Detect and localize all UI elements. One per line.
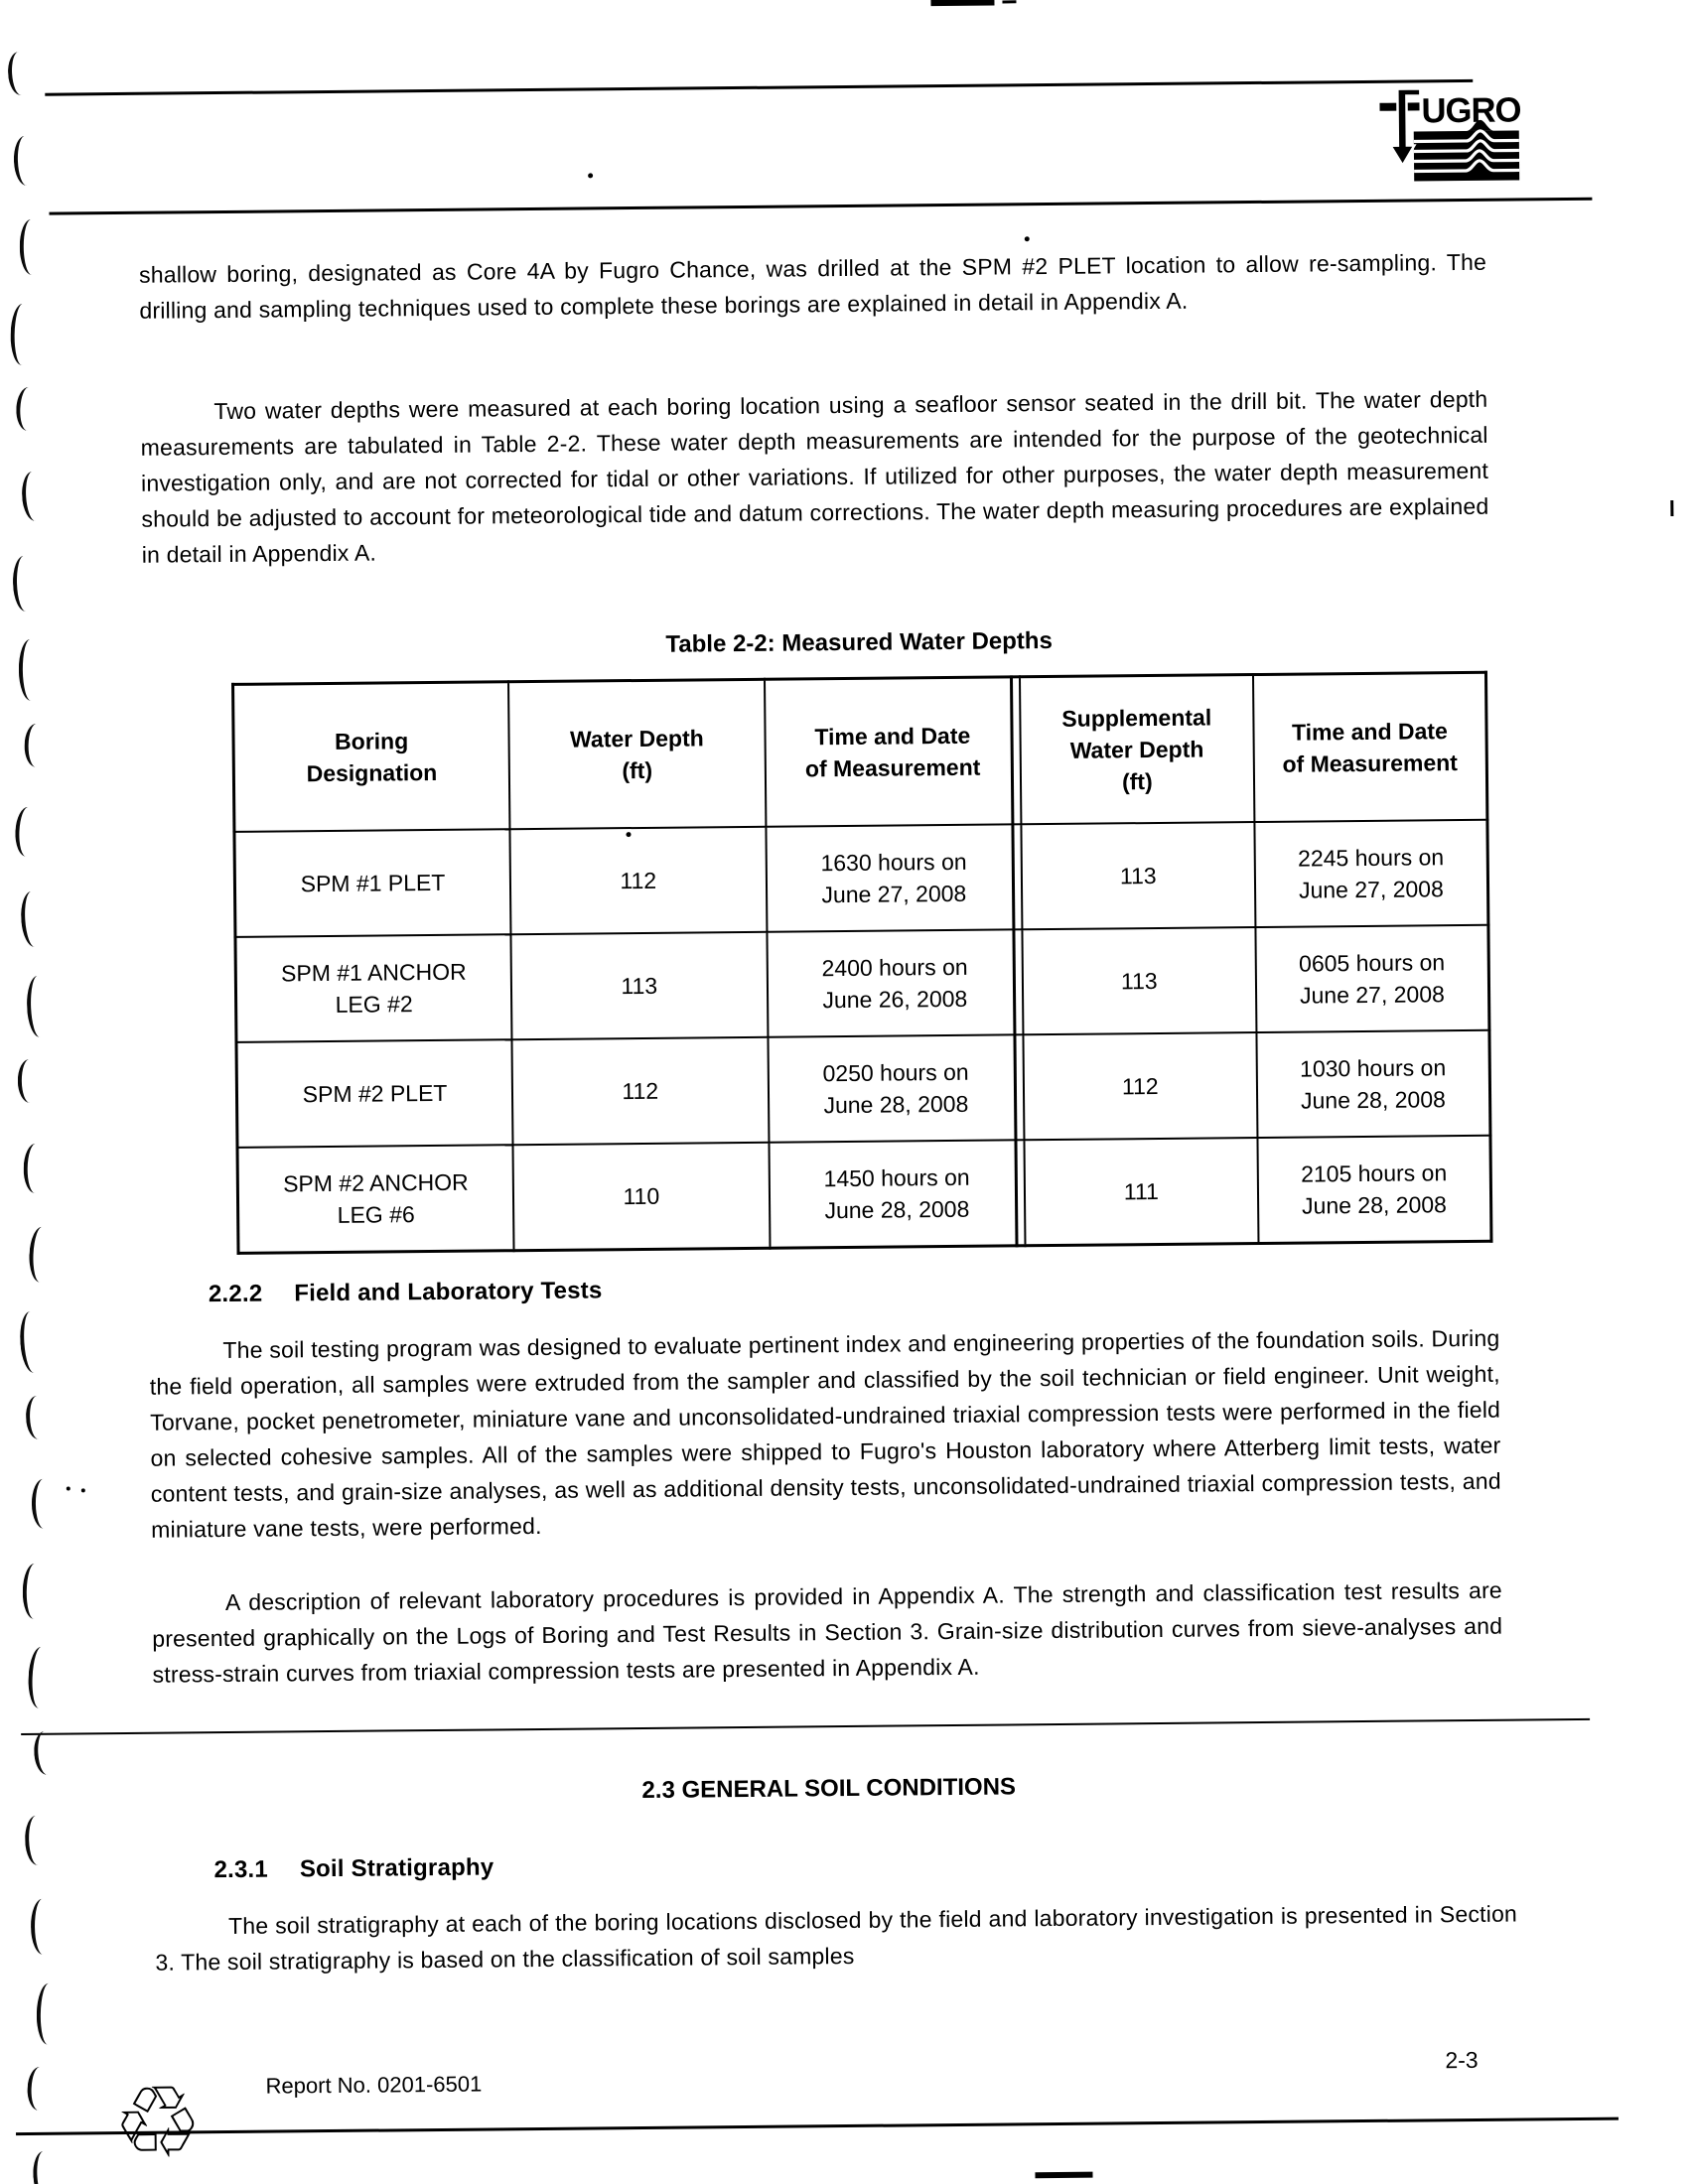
col-header-supplemental-depth: Supplemental Water Depth (ft) (1020, 675, 1254, 825)
cell-supplemental-depth: 112 (1023, 1032, 1257, 1140)
cell-supplemental-depth: 111 (1024, 1138, 1258, 1246)
paragraph-soil-stratigraphy: The soil stratigraphy at each of the boring locations disclosed by the field and laboratory investigation is presented in Section 3. The soil stratigraphy is based on the classification of soil samples (155, 1900, 1518, 1976)
scan-artifact-edge-mark (15, 387, 41, 432)
scan-artifact-edge-mark (25, 1395, 51, 1439)
heading-2-3-1-title: Soil Stratigraphy (299, 1853, 494, 1883)
scan-artifact-edge-mark (21, 471, 48, 521)
cell-time: 1450 hours on June 28, 2008 (769, 1140, 1025, 1248)
heading-2-2-2-title: Field and Laboratory Tests (294, 1277, 603, 1307)
scan-artifact-dot (1025, 236, 1030, 241)
heading-2-3-1 (213, 1853, 494, 1884)
scan-artifact-dot (81, 1488, 85, 1492)
paragraph-soil-testing: The soil testing program was designed to evaluate pertinent index and engineering properties of the foundation soils. During the field operation, all samples were extruded from the sampler and classified by the soil technician or field engineer. Unit weight, Torvane, pocket penetrometer, miniature vane and unconsolidated-undrained triaxial compression tests were performed in the field on selected cohesive samples. All of the samples were shipped to Fugro's Houston laboratory where Atterberg limit tests, water content tests, and grain-size analyses, as well as additional density tests, unconsolidated-undrained triaxial compression tests, and miniature vane tests, were performed. (149, 1324, 1501, 1543)
cell-depth: 113 (511, 932, 768, 1039)
scan-artifact-edge-mark (10, 304, 35, 365)
scan-artifact-edge-mark (27, 1647, 54, 1709)
col-header-water-depth: Water Depth (ft) (508, 679, 766, 829)
col-header-time-date-1: Time and Date of Measurement (765, 677, 1022, 827)
table-row (237, 1136, 1491, 1254)
cell-boring: SPM #2 PLET (236, 1039, 513, 1148)
scan-artifact-edge-mark (24, 1815, 50, 1865)
cell-boring: SPM #1 ANCHOR LEG #2 (235, 934, 512, 1042)
scan-artifact-edge-mark (22, 1563, 47, 1618)
scan-artifact-edge-mark (19, 639, 44, 701)
footer-rule (16, 2117, 1619, 2135)
table-2-2-title: Table 2-2: Measured Water Depths (665, 626, 1053, 658)
scan-artifact-edge-mark (20, 219, 45, 275)
cell-time-2: 2245 hours on June 27, 2008 (1254, 820, 1488, 927)
paragraph-boring-continuation: shallow boring, designated as Core 4A by Fugro Chance, was drilled at the SPM #2 PLET location to allow re-sampling. The drilling and sampling techniques used to complete these borings are explained in detail in Appendix A. (138, 248, 1487, 324)
measured-water-depths-table (231, 671, 1492, 1255)
cell-time: 2400 hours on June 26, 2008 (767, 929, 1023, 1036)
scan-artifact-dot (67, 1487, 70, 1491)
cell-time-2: 1030 hours on June 28, 2008 (1256, 1030, 1490, 1138)
cell-boring: SPM #1 PLET (234, 829, 511, 937)
footer-report-number: Report No. 0201-6501 (265, 2071, 483, 2099)
paragraph-water-depths: Two water depths were measured at each boring location using a seafloor sensor seated in the drill bit. The water depth measurements are tabulated in Table 2-2. These water depth measurements are intended for the purpose of the geotechnical investigation only, and are not corrected for tidal or other variations. If utilized for other purposes, the water depth measurement should be adjusted to account for meteorological tide and datum corrections. The water depth measuring procedures are explained in detail in Appendix A. (140, 385, 1489, 568)
cell-supplemental-depth: 113 (1022, 927, 1256, 1034)
scan-artifact-bottom-dash (1035, 2172, 1092, 2179)
cell-time-2: 0605 hours on June 27, 2008 (1255, 925, 1489, 1032)
scan-artifact-edge-mark (31, 1899, 56, 1955)
cell-depth: 112 (510, 827, 767, 934)
scan-artifact-edge-mark (32, 1479, 56, 1529)
mid-page-rule (21, 1718, 1590, 1735)
col-header-time-date-2: Time and Date of Measurement (1253, 672, 1487, 822)
table-header-row (233, 672, 1487, 832)
cell-supplemental-depth: 113 (1021, 822, 1255, 929)
cell-time: 0250 hours on June 28, 2008 (768, 1034, 1024, 1142)
header-rule-bottom (49, 198, 1592, 215)
cell-time: 1630 hours on June 27, 2008 (766, 824, 1022, 931)
col-header-boring-designation: Boring Designation (233, 682, 510, 832)
scan-artifact-edge-mark (12, 555, 38, 612)
cell-depth: 110 (513, 1143, 770, 1251)
fugro-logo (1376, 84, 1526, 188)
scan-artifact-edge-mark (28, 1227, 54, 1284)
recycle-icon: ♲ (112, 2064, 204, 2182)
scan-artifact-edge-mark (33, 1730, 60, 1775)
scan-artifact-right-tick (1670, 500, 1673, 516)
table-row (235, 925, 1489, 1042)
scan-artifact-edge-mark (18, 1310, 46, 1373)
table-2-2-wrap (231, 671, 1492, 1255)
cell-time-2: 2105 hours on June 28, 2008 (1257, 1136, 1491, 1244)
scan-artifact-edge-mark (23, 1143, 48, 1192)
scan-artifact-edge-mark (18, 1059, 42, 1103)
scan-artifact-edge-mark (27, 2067, 53, 2112)
scan-artifact-edge-mark (24, 723, 49, 766)
heading-2-3-1-number: 2.3.1 (213, 1855, 269, 1884)
paragraph-lab-procedures: A description of relevant laboratory procedures is provided in Appendix A. The strength and classification test results are presented graphically on the Logs of Boring and Test Results in Section 3. Grain-size distribution curves from sieve-analyses and stress-strain curves from triaxial compression tests are presented in Appendix A. (152, 1576, 1503, 1688)
scan-artifact-dot (626, 832, 631, 837)
scan-artifact-edge-mark (20, 890, 47, 947)
scan-artifact-top-dash (930, 0, 994, 6)
scan-artifact-edge-mark (7, 51, 34, 95)
fugro-wordmark: UGRO (1421, 90, 1522, 131)
table-row (236, 1030, 1490, 1148)
scan-artifact-edge-mark (13, 135, 39, 186)
cell-depth: 112 (512, 1037, 769, 1145)
scan-artifact-edge-mark (32, 2150, 59, 2184)
cell-boring: SPM #2 ANCHOR LEG #6 (237, 1145, 514, 1253)
heading-2-3: 2.3 GENERAL SOIL CONDITIONS (641, 1773, 1017, 1805)
header-rule-top (45, 79, 1473, 96)
footer-page-number: 2-3 (1445, 2046, 1479, 2074)
scan-artifact-edge-mark (36, 1982, 61, 2044)
heading-2-2-2-number: 2.2.2 (208, 1280, 263, 1308)
fugro-logo-graphic (1376, 84, 1526, 183)
heading-2-2-2 (209, 1277, 603, 1308)
scan-artifact-top-dash-small (1002, 0, 1016, 3)
scan-artifact-dot (588, 173, 593, 178)
scan-artifact-edge-mark (26, 975, 52, 1037)
table-row (234, 820, 1488, 937)
scan-artifact-edge-mark (14, 807, 40, 858)
